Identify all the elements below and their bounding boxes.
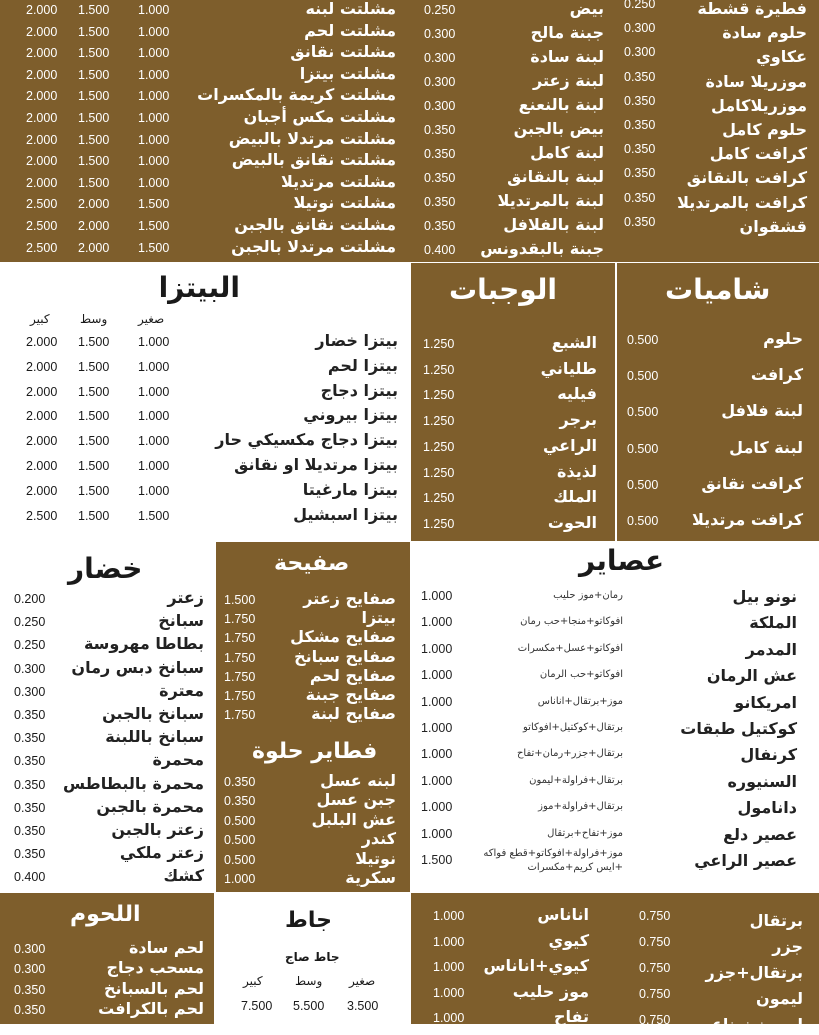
jat-header-big: كبير xyxy=(243,974,263,988)
item-price: 0.350 xyxy=(624,214,656,229)
juice-price: 1.000 xyxy=(421,747,453,762)
meal-name: فيليه xyxy=(557,384,597,404)
item-name: لبنة بالنقانق xyxy=(507,167,604,186)
sweet-price: 0.500 xyxy=(224,852,256,867)
veg-price: 0.350 xyxy=(14,847,46,862)
meal-price: 1.250 xyxy=(423,414,455,429)
pizza-name: بيتزا لحم xyxy=(327,355,398,375)
fresh-price: 0.750 xyxy=(639,961,671,975)
meal-name: لذيذة xyxy=(557,461,597,481)
veg-price: 0.350 xyxy=(14,800,46,815)
item-price: 0.250 xyxy=(624,0,656,11)
item-price: 0.350 xyxy=(424,219,456,233)
panel-jat xyxy=(215,893,410,1024)
fresh-price: 1.000 xyxy=(433,960,465,975)
item-name: مشلتت نقانق xyxy=(290,42,396,62)
meal-name: الملك xyxy=(553,487,597,507)
price-small: 1.500 xyxy=(138,219,170,233)
panel-manakish xyxy=(410,0,819,262)
sweet-name: جبن عسل xyxy=(316,790,396,810)
shami-price: 0.500 xyxy=(627,441,659,456)
pizza-name: بيتزا اسبشيل xyxy=(293,504,398,524)
price-big: 2.500 xyxy=(26,219,58,233)
price-big: 2.000 xyxy=(26,67,58,82)
juice-name: دانامول xyxy=(737,798,797,818)
price-big: 2.000 xyxy=(26,132,58,147)
fresh-price: 1.000 xyxy=(433,909,465,923)
veg-name: سبانخ دبس رمان xyxy=(71,657,204,677)
shami-name: حلوم xyxy=(763,329,803,348)
item-name: لبنة سادة xyxy=(530,47,604,66)
price-mid: 1.500 xyxy=(78,434,110,449)
jat-price-small: 3.500 xyxy=(347,999,379,1013)
juice-price: 1.500 xyxy=(421,853,453,867)
item-name: موزريلا سادة xyxy=(705,71,807,91)
item-name: جبنة بالبقدونس xyxy=(480,239,604,258)
jat-price-big: 7.500 xyxy=(241,999,273,1013)
veg-price: 0.350 xyxy=(14,754,46,769)
veg-name: زعتر بالجبن xyxy=(111,820,204,839)
sweet-price: 0.350 xyxy=(224,794,256,809)
item-name: مشلتت مرتدلا بالبيض xyxy=(228,128,396,148)
jat-title: جاط xyxy=(285,908,332,933)
sfiha-price: 1.750 xyxy=(224,650,256,665)
price-big: 2.000 xyxy=(26,175,58,190)
juice-desc: افوكاتو+عسل+مكسرات xyxy=(517,642,623,654)
juice-desc: افوكاتو+حب الرمان xyxy=(539,669,623,681)
price-mid: 1.500 xyxy=(78,111,110,125)
juice-price: 1.000 xyxy=(421,615,453,630)
price-small: 1.000 xyxy=(138,24,170,39)
price-mid: 1.500 xyxy=(78,508,110,523)
price-big: 2.000 xyxy=(26,46,58,61)
sfiha-price: 1.750 xyxy=(224,631,256,646)
price-small: 1.000 xyxy=(138,3,170,17)
price-small: 1.000 xyxy=(138,335,170,349)
item-name: كرافت بالمرتديلا xyxy=(677,192,807,212)
meal-price: 1.250 xyxy=(423,337,455,351)
juice-name: كرنفال xyxy=(740,745,797,765)
shami-price: 0.500 xyxy=(627,333,659,347)
price-small: 1.500 xyxy=(138,197,170,212)
fresh-name: برتقال xyxy=(749,911,803,930)
sweet-price: 0.500 xyxy=(224,813,256,828)
juice-name: امريكانو xyxy=(734,692,797,712)
item-name: مشلتت بيتزا xyxy=(299,63,396,83)
sweet-price: 1.000 xyxy=(224,872,256,886)
sfiha-name: صفايح لحم xyxy=(309,665,396,685)
sweet-price: 0.350 xyxy=(224,775,256,789)
price-big: 2.000 xyxy=(26,384,58,399)
juice-name: عصير الراعي xyxy=(694,851,797,870)
item-name: كرافت كامل xyxy=(709,144,807,164)
price-mid: 1.500 xyxy=(78,459,110,473)
juice-desc: رمان+موز حليب xyxy=(553,590,623,601)
veg-price: 0.400 xyxy=(14,870,46,885)
item-name: لبنة بالفلافل xyxy=(503,215,604,234)
item-price: 0.350 xyxy=(624,142,656,157)
price-small: 1.500 xyxy=(138,508,170,523)
shami-name: كرافت نقانق xyxy=(701,473,803,493)
fresh-name: برتقال+جزر xyxy=(705,963,803,982)
meal-name: برجر xyxy=(559,410,597,430)
price-mid: 1.500 xyxy=(78,3,110,17)
price-big: 2.000 xyxy=(26,335,58,349)
item-name: مشلتت لبنه xyxy=(305,0,396,18)
veg-name: بطاطا مهروسة xyxy=(83,634,204,654)
veg-name: زعتر ملكي xyxy=(119,843,204,863)
veg-name: زعتر xyxy=(167,588,204,607)
panel-juices xyxy=(411,542,819,892)
price-small: 1.000 xyxy=(138,175,170,190)
sfiha-name: بيتزا xyxy=(361,608,396,628)
item-name: جبنة مالح xyxy=(530,23,604,42)
meat-price: 0.350 xyxy=(14,1002,46,1017)
meat-name: مسحب دجاج xyxy=(106,958,204,978)
pizza-header-small: صغير xyxy=(138,312,165,326)
veg-name: محمرة xyxy=(152,750,204,770)
fresh-name: جزر xyxy=(772,937,803,956)
price-big: 2.000 xyxy=(26,24,58,39)
sfiha-price: 1.750 xyxy=(224,708,256,723)
juice-name: عش الرمان xyxy=(706,666,797,686)
juice-desc: برتقال+فراولة+ليمون xyxy=(529,774,623,786)
item-name: فطيرة قشطة xyxy=(697,0,807,18)
shami-title: شاميات xyxy=(665,273,771,306)
item-name: مشلتت لحم xyxy=(304,20,396,40)
juice-name: المدمر xyxy=(745,639,797,659)
veg-name: كشك xyxy=(163,866,204,886)
price-mid: 1.500 xyxy=(78,46,110,61)
fresh-price: 0.750 xyxy=(639,935,671,949)
veg-price: 0.300 xyxy=(14,661,46,676)
price-mid: 1.500 xyxy=(78,359,110,374)
item-price: 0.300 xyxy=(624,45,656,60)
panel-shamiyat xyxy=(617,263,819,541)
sfiha-name: صفايح جبنة xyxy=(305,685,396,704)
meal-price: 1.250 xyxy=(423,516,455,531)
juice-name: الملكة xyxy=(749,613,797,633)
item-price: 0.350 xyxy=(424,147,456,161)
price-big: 2.500 xyxy=(26,508,58,523)
sweet-name: لبنه عسل xyxy=(320,771,396,790)
item-price: 0.350 xyxy=(424,195,456,209)
meal-price: 1.250 xyxy=(423,388,455,403)
item-price: 0.350 xyxy=(624,69,656,84)
juice-price: 1.000 xyxy=(421,668,453,683)
fresh-price: 0.750 xyxy=(639,909,671,923)
veg-price: 0.250 xyxy=(14,615,46,630)
juice-title: عصاير xyxy=(579,544,665,577)
sfiha-price: 1.750 xyxy=(224,669,256,684)
fresh-price: 1.000 xyxy=(433,1011,465,1026)
sweet-name: سكرية xyxy=(345,868,396,887)
price-small: 1.000 xyxy=(138,89,170,104)
pizza-name: بيتزا مرتديلا او نقانق xyxy=(234,455,398,474)
panel-vegetables xyxy=(0,542,216,892)
price-small: 1.500 xyxy=(138,240,170,255)
price-big: 2.500 xyxy=(26,197,58,212)
veg-name: محمرة بالبطاطس xyxy=(63,773,204,793)
meat-price: 0.300 xyxy=(14,962,46,977)
shami-price: 0.500 xyxy=(627,405,659,420)
veg-price: 0.250 xyxy=(14,638,46,653)
fresh-price: 1.000 xyxy=(433,934,465,949)
price-big: 2.000 xyxy=(26,459,58,473)
sfiha-price: 1.750 xyxy=(224,612,256,627)
price-mid: 1.500 xyxy=(78,24,110,39)
juice-desc: موز+فراولة+افوكاتو+قطع فواكه xyxy=(483,848,623,859)
meal-price: 1.250 xyxy=(423,439,455,454)
veg-price: 0.350 xyxy=(14,731,46,746)
veg-price: 0.200 xyxy=(14,592,46,606)
panel-meat xyxy=(0,893,214,1024)
panel-fresh-juice xyxy=(411,893,819,1034)
fresh-price: 0.750 xyxy=(639,1013,671,1027)
veg-price: 0.350 xyxy=(14,708,46,722)
price-small: 1.000 xyxy=(138,67,170,82)
item-name: لبنة كامل xyxy=(530,143,604,162)
item-name: مشلتت نقانق بالجبن xyxy=(234,215,396,234)
item-name: قشقوان xyxy=(739,216,807,236)
price-mid: 1.500 xyxy=(78,409,110,424)
pizza-header-big: كبير xyxy=(30,312,50,326)
shami-price: 0.500 xyxy=(627,369,659,384)
item-price: 0.300 xyxy=(424,27,456,41)
shami-name: كرافت xyxy=(750,365,803,385)
meat-name: لحم بالسبانخ xyxy=(103,978,204,998)
fresh-name: كيوي xyxy=(548,930,589,950)
price-mid: 1.500 xyxy=(78,483,110,498)
item-name: كرافت بالنقانق xyxy=(686,168,807,188)
juice-price: 1.000 xyxy=(421,694,453,709)
panel-pizza xyxy=(0,263,410,541)
price-big: 2.000 xyxy=(26,434,58,449)
item-name: مشلتت مكس أجبان xyxy=(243,107,396,126)
item-price: 0.300 xyxy=(624,21,656,36)
meal-price: 1.250 xyxy=(423,491,455,506)
price-mid: 2.000 xyxy=(78,197,110,212)
juice-desc: +ايس كريم+مكسرات xyxy=(527,862,623,873)
item-price: 0.300 xyxy=(424,75,456,89)
meal-name: طلياني xyxy=(540,358,597,378)
meat-price: 0.350 xyxy=(14,982,46,997)
item-price: 0.300 xyxy=(424,99,456,113)
veg-name: سبانخ باللبنة xyxy=(105,727,204,747)
sfiha-name: صفايح مشكل xyxy=(290,627,396,647)
fresh-name: كيوي+اناناس xyxy=(483,956,589,976)
item-name: لبنة زعتر xyxy=(533,71,604,90)
meat-price: 0.300 xyxy=(14,942,46,956)
pizza-header-mid: وسط xyxy=(80,312,108,326)
item-name: موزريلاكامل xyxy=(710,95,807,115)
price-small: 1.000 xyxy=(138,483,170,498)
price-mid: 1.500 xyxy=(78,335,110,349)
panel-sfiha-sweet xyxy=(216,542,410,892)
juice-desc: افوكاتو+منجا+حب رمان xyxy=(520,616,623,628)
item-price: 0.350 xyxy=(624,93,656,108)
juice-name: نونو بيل xyxy=(732,587,797,606)
item-name: مشلتت نقانق بالبيض xyxy=(231,150,396,170)
pizza-name: بيتزا دجاج مكسيكي حار xyxy=(215,430,398,450)
pizza-name: بيتزا بيروني xyxy=(303,405,398,425)
jat-price-mid: 5.500 xyxy=(293,999,325,1013)
item-price: 0.350 xyxy=(424,171,456,185)
sfiha-name: صفايح زعتر xyxy=(303,589,396,608)
fresh-name: ليمون نعناع xyxy=(711,1015,803,1034)
jat-header-small: صغير xyxy=(349,974,376,988)
juice-desc: برتقال+جزر+رمان+تفاح xyxy=(516,748,623,760)
fresh-price: 1.000 xyxy=(433,985,465,1000)
sweet-name: كندر xyxy=(361,829,396,849)
price-small: 1.000 xyxy=(138,154,170,169)
juice-desc: موز+تفاح+برتقال xyxy=(547,827,623,839)
meal-name: الراعي xyxy=(542,435,597,455)
fresh-name: تفاح xyxy=(553,1007,589,1027)
sfiha-name: صفايح سبانخ xyxy=(294,646,396,666)
price-big: 2.000 xyxy=(26,89,58,104)
price-big: 2.500 xyxy=(26,240,58,255)
juice-desc: برتقال+فراولة+موز xyxy=(538,801,623,813)
shami-price: 0.500 xyxy=(627,477,659,492)
pizza-name: بيتزا خضار xyxy=(315,331,398,350)
price-big: 2.000 xyxy=(26,3,58,17)
shami-name: كرافت مرتديلا xyxy=(692,510,803,529)
item-name: مشلتت مرتديلا xyxy=(280,171,396,191)
juice-price: 1.000 xyxy=(421,721,453,735)
price-mid: 2.000 xyxy=(78,240,110,255)
juice-name: عصير دلع xyxy=(723,824,797,844)
price-big: 2.000 xyxy=(26,111,58,125)
meal-name: الحوت xyxy=(547,512,597,532)
meat-name: لحم سادة xyxy=(128,938,204,957)
item-name: عكاوي xyxy=(756,47,807,67)
sfiha-price: 1.500 xyxy=(224,593,256,607)
shami-name: لبنة كامل xyxy=(729,437,803,457)
sweet-name: عش البلبل xyxy=(311,809,396,829)
veg-name: معترة xyxy=(159,680,204,700)
price-mid: 1.500 xyxy=(78,89,110,104)
meal-price: 1.250 xyxy=(423,362,455,377)
juice-price: 1.000 xyxy=(421,589,453,603)
meals-title: الوجبات xyxy=(449,273,557,306)
price-small: 1.000 xyxy=(138,459,170,473)
veg-name: سبانخ بالجبن xyxy=(102,704,204,723)
item-name: بيض بالجبن xyxy=(513,119,604,138)
sweet-price: 0.500 xyxy=(224,833,256,848)
item-price: 0.250 xyxy=(424,3,456,17)
price-big: 2.000 xyxy=(26,409,58,424)
price-mid: 1.500 xyxy=(78,154,110,169)
meal-price: 1.250 xyxy=(423,465,455,480)
price-big: 2.000 xyxy=(26,359,58,374)
sfiha-price: 1.750 xyxy=(224,689,256,703)
price-small: 1.000 xyxy=(138,132,170,147)
shami-name: لبنة فلافل xyxy=(721,401,803,421)
pizza-name: بيتزا مارغيتا xyxy=(302,479,398,499)
price-small: 1.000 xyxy=(138,384,170,399)
item-price: 0.350 xyxy=(624,190,656,205)
shami-price: 0.500 xyxy=(627,514,659,528)
sfiha-name: صفايح لبنة xyxy=(311,704,396,724)
item-name: بيض xyxy=(569,0,604,18)
price-small: 1.000 xyxy=(138,111,170,125)
item-price: 0.350 xyxy=(624,166,656,181)
item-name: حلوم كامل xyxy=(722,120,807,139)
juice-price: 1.000 xyxy=(421,826,453,841)
fresh-name: موز حليب xyxy=(512,981,589,1001)
item-price: 0.300 xyxy=(424,51,456,65)
meat-name: لحم بالكرافت xyxy=(98,998,204,1018)
juice-price: 1.000 xyxy=(421,641,453,656)
sweet-title: فطاير حلوة xyxy=(252,739,378,764)
juice-name: السنيوره xyxy=(727,771,797,791)
item-price: 0.350 xyxy=(424,123,456,137)
pizza-name: بيتزا دجاج xyxy=(320,380,398,400)
price-mid: 2.000 xyxy=(78,219,110,233)
juice-price: 1.000 xyxy=(421,773,453,788)
jat-header-mid: وسط xyxy=(295,974,323,988)
price-small: 1.000 xyxy=(138,359,170,374)
price-big: 2.000 xyxy=(26,483,58,498)
juice-name: كوكتيل طبقات xyxy=(680,719,797,738)
item-name: مشلتت نوتيلا xyxy=(293,193,396,213)
meal-name: الشبع xyxy=(551,333,597,352)
veg-price: 0.300 xyxy=(14,684,46,699)
veg-price: 0.350 xyxy=(14,777,46,792)
fresh-price: 0.750 xyxy=(639,987,671,1001)
item-name: مشلتت كريمة بالمكسرات xyxy=(197,85,396,105)
price-small: 1.000 xyxy=(138,434,170,449)
item-price: 0.350 xyxy=(624,118,656,132)
jat-subtitle: جاط صاج xyxy=(285,950,340,964)
price-mid: 1.500 xyxy=(78,132,110,147)
price-small: 1.000 xyxy=(138,46,170,61)
veg-title: خضار xyxy=(68,552,143,585)
item-name: لبنة بالنعنع xyxy=(518,95,604,114)
sfiha-title: صفيحة xyxy=(274,551,350,576)
pizza-title: البيتزا xyxy=(158,271,240,304)
item-price: 0.400 xyxy=(424,243,456,257)
price-mid: 1.500 xyxy=(78,67,110,82)
price-mid: 1.500 xyxy=(78,175,110,190)
veg-name: سبانخ xyxy=(158,611,204,631)
panel-meals xyxy=(411,263,615,541)
fresh-name: اناناس xyxy=(537,905,589,924)
juice-price: 1.000 xyxy=(421,800,453,815)
fresh-name: ليمون xyxy=(756,989,803,1008)
item-name: حلوم سادة xyxy=(722,23,807,43)
price-small: 1.000 xyxy=(138,409,170,424)
veg-name: محمرة بالجبن xyxy=(96,796,204,816)
panel-mushaltat xyxy=(0,0,410,262)
sweet-name: نوتيلا xyxy=(355,848,396,868)
juice-desc: برتقال+كوكتيل+افوكاتو xyxy=(523,722,623,733)
veg-price: 0.350 xyxy=(14,824,46,838)
item-name: لبنة بالمرتديلا xyxy=(497,191,604,210)
price-mid: 1.500 xyxy=(78,384,110,399)
price-big: 2.000 xyxy=(26,154,58,169)
juice-desc: موز+برتقال+اناناس xyxy=(537,695,623,707)
item-name: مشلتت مرتدلا بالجبن xyxy=(231,236,396,256)
meat-title: اللحوم xyxy=(70,902,141,927)
